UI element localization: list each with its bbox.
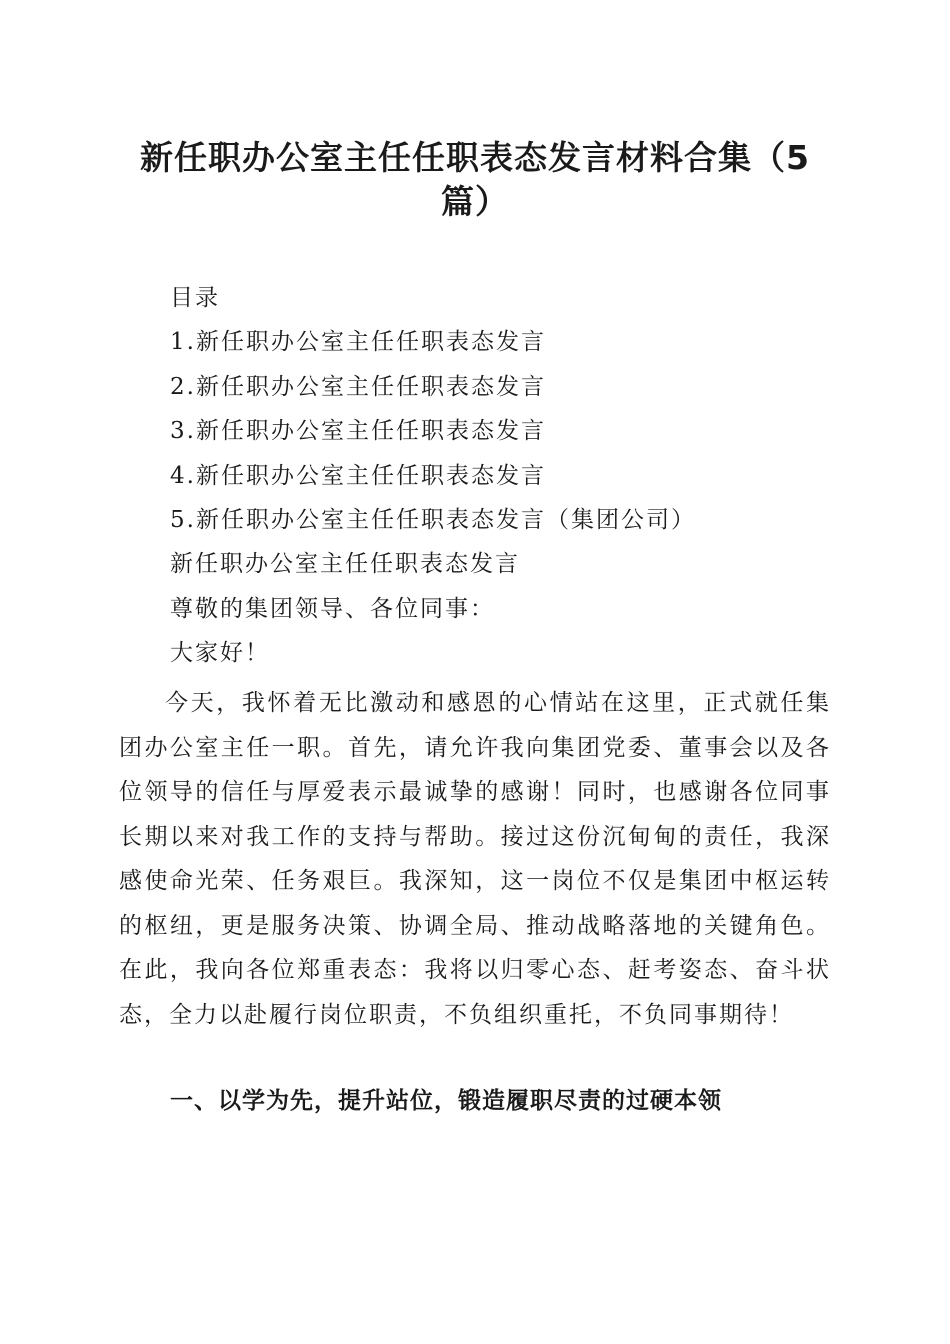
greeting: 大家好！ bbox=[170, 640, 270, 666]
salutation: 尊敬的集团领导、各位同事： bbox=[170, 596, 495, 622]
body-paragraph: 今天，我怀着无比激动和感恩的心情站在这里，正式就任集团办公室主任一职。首先，请允许我向集团党委、董事会以及各位领导的信任与厚爱表示最诚挚的感谢！同时，也感谢各位同事长期以来对我工作的支持与帮助。接过这份沉甸甸的责任，我深感使命光荣、任务艰巨。我深知，这一岗位不仅是集团中枢运转的枢纽，更是服务决策、协调全局、推动战略落地的关键角色。在此，我向各位郑重表态：我将以归零心态、赶考姿态、奋斗状态，全力以赴履行岗位职责，不负组织重托，不负同事期待！ bbox=[119, 690, 831, 1028]
toc-item-3: 3.新任职办公室主任任职表态发言 bbox=[170, 418, 546, 444]
toc-item-4: 4.新任职办公室主任任职表态发言 bbox=[170, 463, 546, 489]
toc-item-1: 1.新任职办公室主任任职表态发言 bbox=[170, 329, 546, 355]
toc-item-5: 5.新任职办公室主任任职表态发言（集团公司） bbox=[170, 507, 696, 533]
toc-item-2: 2.新任职办公室主任任职表态发言 bbox=[170, 374, 546, 400]
document-title: 新任职办公室主任任职表态发言材料合集（5篇） bbox=[140, 138, 810, 221]
toc-label: 目录 bbox=[170, 285, 220, 311]
section-heading-1: 一、以学为先，提升站位，锻造履职尽责的过硬本领 bbox=[170, 1088, 722, 1114]
section-title: 新任职办公室主任任职表态发言 bbox=[170, 551, 520, 577]
